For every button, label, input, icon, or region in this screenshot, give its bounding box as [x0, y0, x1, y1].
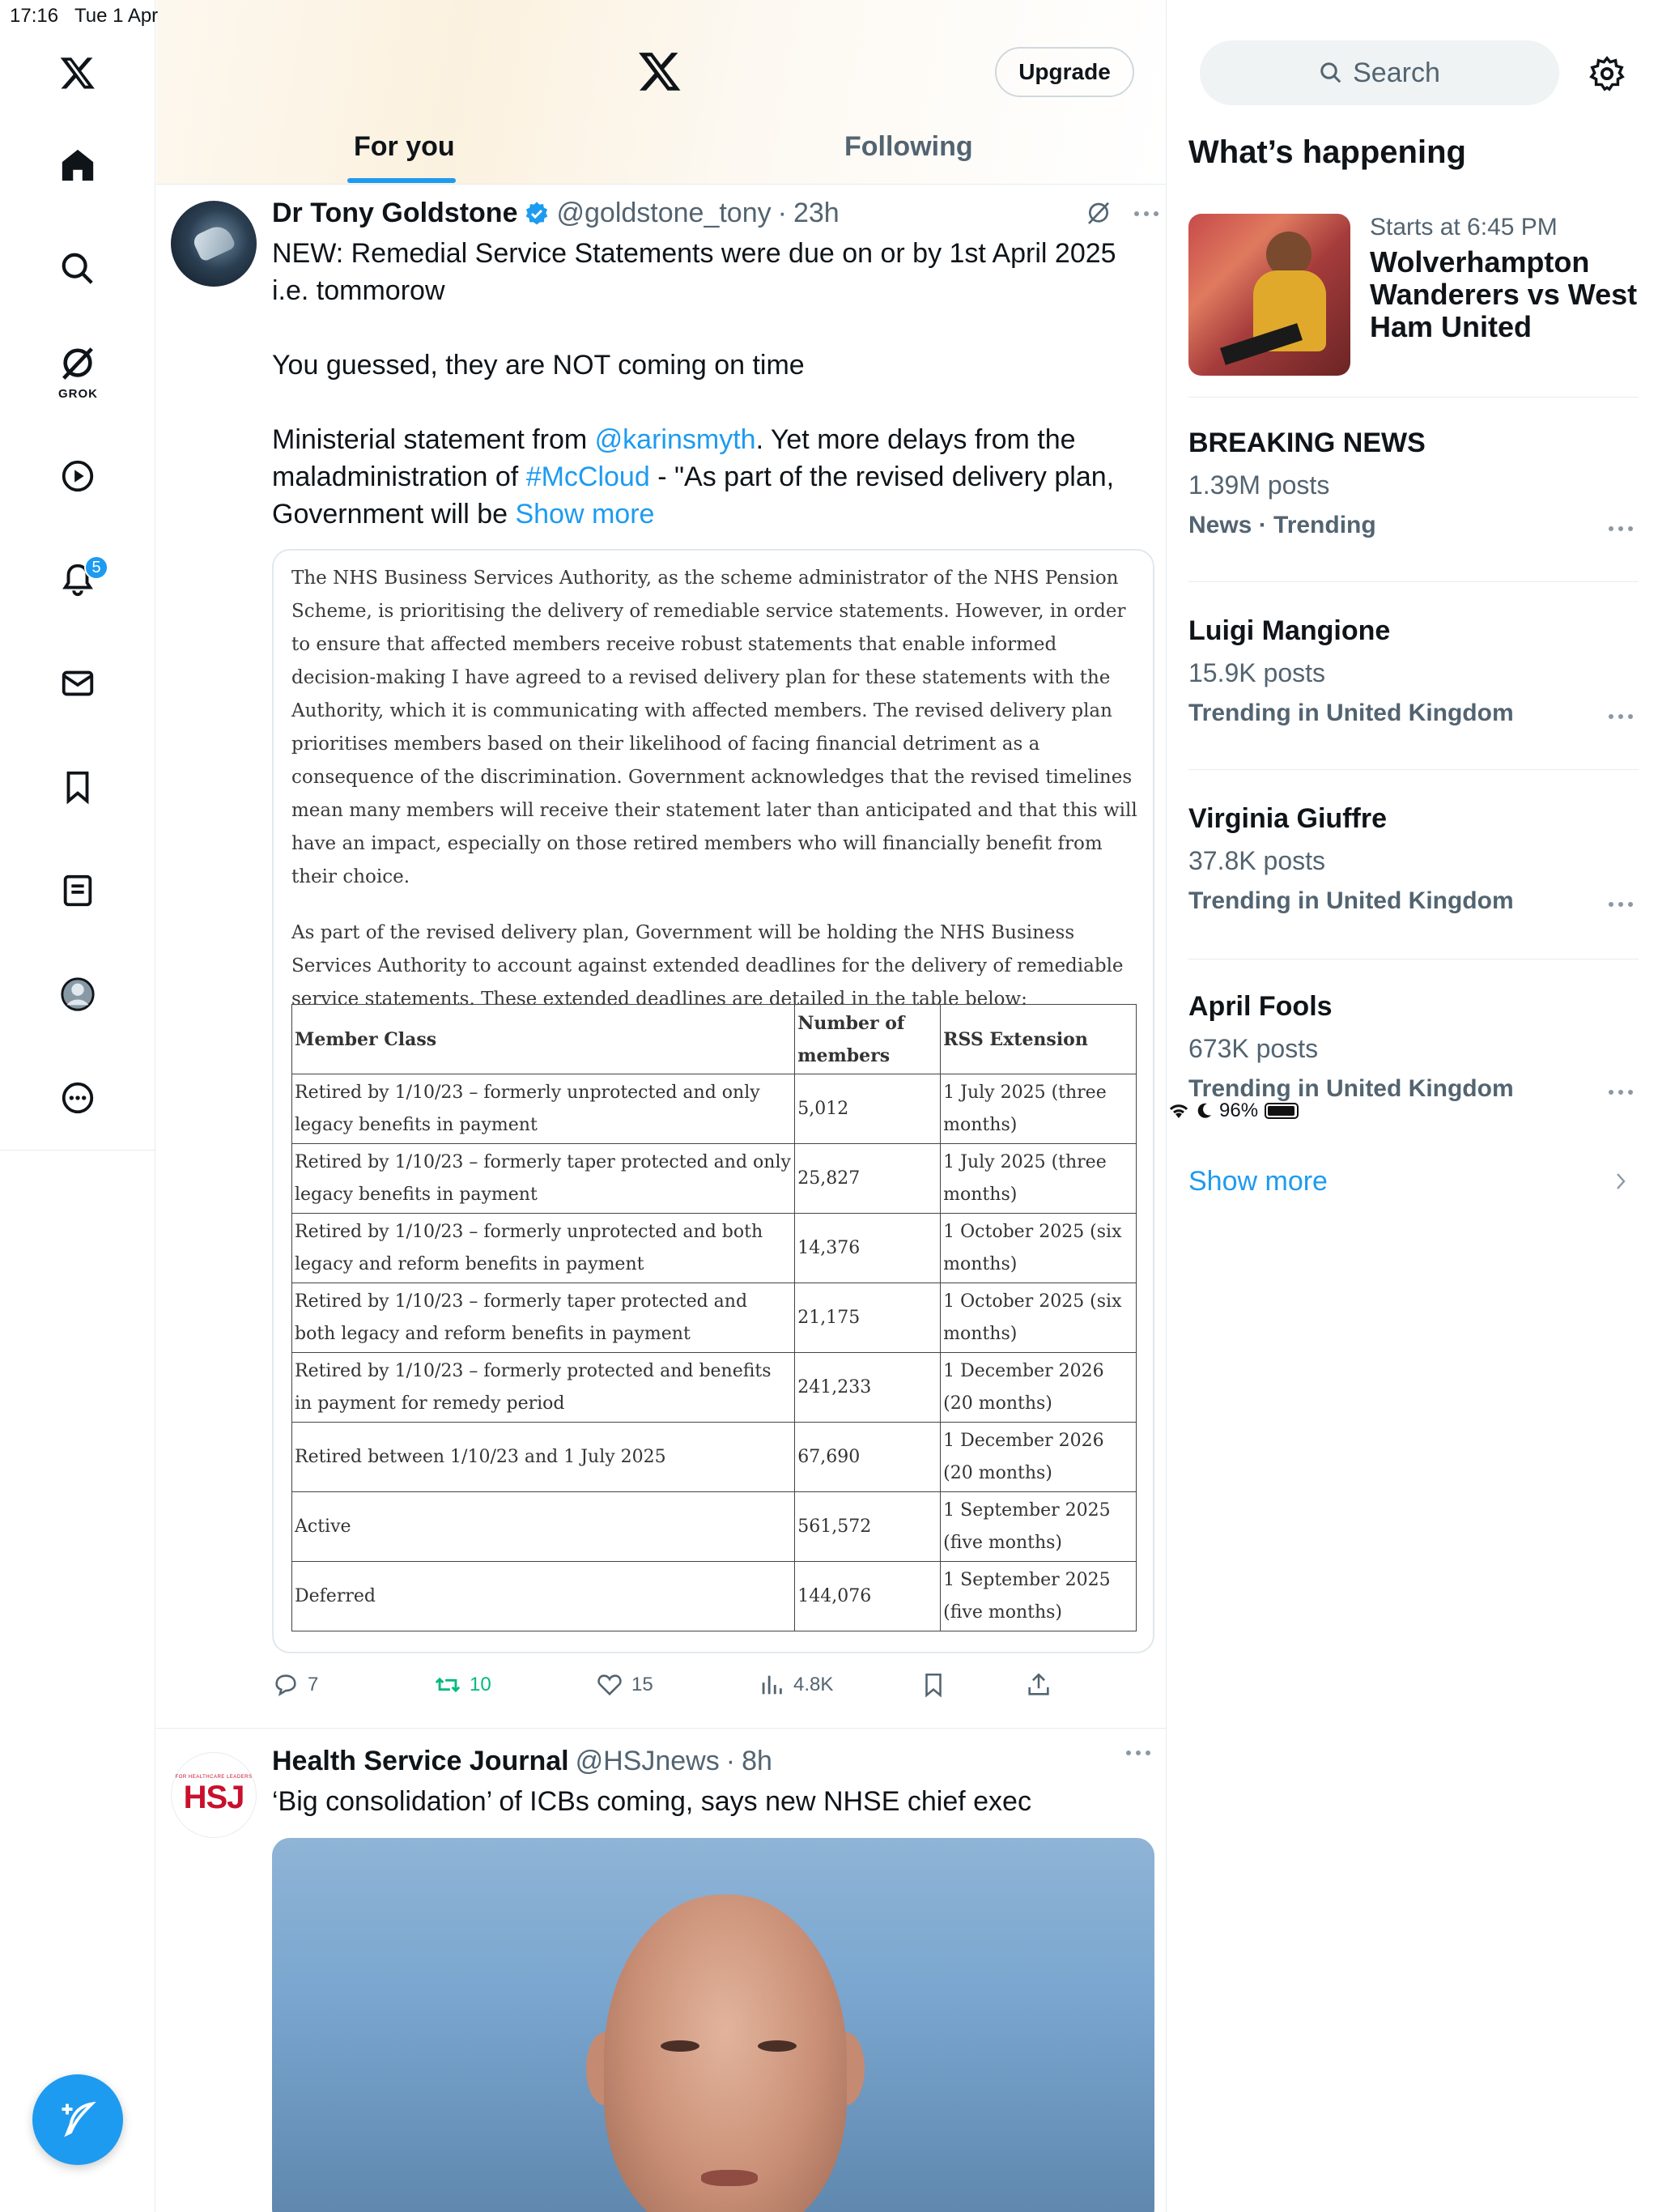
- compose-post-button[interactable]: [32, 2074, 123, 2165]
- like-button[interactable]: [596, 1671, 653, 1699]
- tweet-time[interactable]: 8h: [742, 1746, 772, 1776]
- dot-separator: ·: [725, 1746, 736, 1776]
- status-right: [1167, 5, 1658, 2212]
- home-icon[interactable]: [57, 144, 99, 186]
- author-name[interactable]: Health Service Journal: [272, 1746, 569, 1776]
- grok-icon[interactable]: [1086, 201, 1112, 227]
- lists-icon[interactable]: [57, 870, 99, 912]
- table-row: [292, 1074, 1137, 1144]
- battery-icon: [1265, 1103, 1299, 1119]
- grok-icon[interactable]: [57, 343, 99, 385]
- tweet-actions: [272, 1671, 1154, 1704]
- table-cell: 1 October 2025 (six months): [941, 1214, 1137, 1283]
- more-options-icon[interactable]: [1133, 210, 1160, 218]
- trend-name: April Fools: [1188, 991, 1333, 1022]
- table-cell: 1 December 2026 (20 months): [941, 1353, 1137, 1423]
- search-placeholder: Search: [1353, 57, 1440, 88]
- trend-name: Luigi Mangione: [1188, 615, 1391, 646]
- tweet-text-line: [272, 421, 1154, 533]
- table-row: [292, 1144, 1137, 1214]
- reply-icon: [272, 1671, 300, 1699]
- tab-following[interactable]: Following: [844, 131, 973, 162]
- search-icon[interactable]: [57, 248, 99, 290]
- table-row: [292, 1353, 1137, 1423]
- main-timeline: [156, 0, 1167, 2212]
- moon-icon: [1197, 1102, 1213, 1120]
- table-cell: Deferred: [292, 1562, 795, 1631]
- table-cell: Retired by 1/10/23 – formerly unprotected and only legacy benefits in payment: [292, 1074, 795, 1144]
- left-nav: [0, 0, 155, 2212]
- upgrade-button[interactable]: Upgrade: [995, 47, 1134, 97]
- more-options-icon[interactable]: [1124, 1749, 1152, 1757]
- text-segment: Ministerial statement from: [272, 424, 595, 455]
- verified-badge-icon: [524, 201, 550, 227]
- x-logo-icon[interactable]: [637, 49, 682, 94]
- like-count: 15: [631, 1674, 653, 1695]
- table-cell: Retired by 1/10/23 – formerly unprotected and both legacy and reform benefits in payment: [292, 1214, 795, 1283]
- hashtag-link[interactable]: #McCloud: [525, 462, 650, 492]
- heart-icon: [596, 1671, 623, 1699]
- table-cell: 25,827: [795, 1144, 941, 1214]
- event-title[interactable]: Wolverhampton Wanderers vs West Ham United: [1370, 245, 1638, 343]
- table-row: [292, 1423, 1137, 1492]
- table-cell: Active: [292, 1492, 795, 1562]
- text-segment: - "As part of the revised delivery plan, Government will be: [272, 462, 1115, 530]
- table-cell: Retired by 1/10/23 – formerly taper protected and both legacy and reform benefits in payment: [292, 1283, 795, 1353]
- active-tab-indicator: [347, 178, 456, 183]
- mention-link[interactable]: @karinsmyth: [594, 424, 756, 455]
- repost-icon: [434, 1671, 461, 1699]
- table-cell: 144,076: [795, 1562, 941, 1631]
- table-cell: 241,233: [795, 1353, 941, 1423]
- tweet-author-line: [272, 1746, 772, 1777]
- tweet-text-line: NEW: Remedial Service Statements were due on or by 1st April 2025 i.e. tommorow: [272, 238, 1116, 306]
- tweet-time[interactable]: 23h: [793, 198, 840, 228]
- grok-label: GROK: [58, 387, 98, 401]
- trend-context: Trending in United Kingdom: [1188, 887, 1514, 914]
- avatar[interactable]: [171, 1752, 257, 1838]
- whats-happening-heading: What’s happening: [1188, 134, 1466, 170]
- trend-posts: 1.39M posts: [1188, 470, 1330, 500]
- hsj-logo: HSJ: [183, 1779, 244, 1815]
- table-cell: 1 September 2025 (five months): [941, 1562, 1137, 1631]
- table-cell: 21,175: [795, 1283, 941, 1353]
- table-cell: 5,012: [795, 1074, 941, 1144]
- compose-feather-icon: [57, 2099, 99, 2141]
- attached-image[interactable]: [272, 549, 1154, 1653]
- show-more-link[interactable]: Show more: [1188, 1166, 1328, 1197]
- photo-shape: [758, 2040, 797, 2052]
- table-cell: Retired by 1/10/23 – formerly taper protected and only legacy benefits in payment: [292, 1144, 795, 1214]
- status-date: Tue 1 Apr: [74, 5, 159, 27]
- table-cell: Retired by 1/10/23 – formerly protected and benefits in payment for remedy period: [292, 1353, 795, 1423]
- tweet-text-line: You guessed, they are NOT coming on time: [272, 350, 805, 381]
- x-logo-icon[interactable]: [57, 52, 99, 94]
- table-header-cell: Number of members: [795, 1005, 941, 1074]
- table-cell: 14,376: [795, 1214, 941, 1283]
- share-icon: [1025, 1671, 1052, 1699]
- reply-button[interactable]: [272, 1671, 318, 1699]
- table-cell: 561,572: [795, 1492, 941, 1562]
- event-start-time: Starts at 6:45 PM: [1370, 214, 1558, 240]
- tweet-text: ‘Big consolidation’ of ICBs coming, says new NHSE chief exec: [272, 1786, 1031, 1817]
- tweet-author-line: [272, 198, 840, 229]
- document-text: [291, 562, 1141, 1039]
- tweet-text: [272, 235, 1154, 570]
- messages-icon[interactable]: [57, 662, 99, 704]
- status-time: 17:16: [10, 5, 59, 27]
- table-header-row: [292, 1005, 1137, 1074]
- deadlines-table: [291, 1004, 1137, 1631]
- tweet-separator: [156, 1728, 1167, 1729]
- trend-context: News · Trending: [1188, 512, 1376, 538]
- trend-context: Trending in United Kingdom: [1188, 1075, 1514, 1102]
- battery-percent: 96%: [1219, 1100, 1259, 1121]
- avatar[interactable]: [171, 201, 257, 287]
- table-cell: 1 October 2025 (six months): [941, 1283, 1137, 1353]
- table-cell: 1 July 2025 (three months): [941, 1074, 1137, 1144]
- photo-face: [604, 1895, 847, 2212]
- author-handle[interactable]: @goldstone_tony: [556, 198, 772, 228]
- nav-separator: [0, 1150, 155, 1151]
- author-name[interactable]: Dr Tony Goldstone: [272, 198, 518, 228]
- table-header-cell: Member Class: [292, 1005, 795, 1074]
- tweet-top-icons: [1086, 201, 1160, 227]
- bookmarks-icon[interactable]: [57, 766, 99, 808]
- bookmark-icon: [920, 1671, 947, 1699]
- views-chart-icon: [758, 1671, 785, 1699]
- attached-photo[interactable]: [272, 1838, 1154, 2212]
- table-row: [292, 1492, 1137, 1562]
- table-row: [292, 1214, 1137, 1283]
- trend-posts: 15.9K posts: [1188, 658, 1325, 687]
- views-button[interactable]: [758, 1671, 833, 1699]
- hsj-tagline: FOR HEALTHCARE LEADERS: [175, 1774, 253, 1780]
- trend-name: BREAKING NEWS: [1188, 428, 1426, 458]
- table-row: [292, 1562, 1137, 1631]
- table-cell: 1 December 2026 (20 months): [941, 1423, 1137, 1492]
- photo-shape: [701, 2170, 758, 2186]
- views-count: 4.8K: [793, 1674, 834, 1695]
- table-cell: 1 September 2025 (five months): [941, 1492, 1137, 1562]
- repost-button[interactable]: [434, 1671, 491, 1699]
- reply-count: 7: [308, 1674, 319, 1695]
- profile-icon[interactable]: [57, 973, 99, 1015]
- table-cell: Retired between 1/10/23 and 1 July 2025: [292, 1423, 795, 1492]
- table-row: [292, 1283, 1137, 1353]
- text-segment: . Yet more delays from the maladministration of: [272, 424, 1076, 492]
- table-cell: 67,690: [795, 1423, 941, 1492]
- document-paragraph: The NHS Business Services Authority, as the scheme administrator of the NHS Pension Scheme, is prioritising the delivery of remediable service statements. However, in order to ensure that affected members receive robust statements that enable informed decision-making I have agreed to a revised delivery plan for these statements with the Authority, which it is communicating with affected members. The revised delivery plan prioritises members based on their likelihood of facing financial detriment as a consequence of the discrimination. Government acknowledges that the revised timelines mean many members will receive their statement later than anticipated and that this will have an impact, especially on those retired members who will financially benefit from their choice.: [291, 568, 1137, 887]
- bookmark-button[interactable]: [920, 1671, 947, 1699]
- table-header-cell: RSS Extension: [941, 1005, 1137, 1074]
- notifications-badge: 5: [84, 555, 108, 580]
- share-button[interactable]: [1025, 1671, 1052, 1699]
- photo-shape: [661, 2040, 699, 2052]
- document-paragraph: As part of the revised delivery plan, Government will be holding the NHS Business Services Authority to account against extended deadlines for the delivery of remediable service statements. These extended deadlines are detailed in the table below:: [291, 922, 1124, 1010]
- dot-separator: ·: [777, 198, 787, 228]
- wifi-icon: [1167, 1102, 1190, 1120]
- trend-name: Virginia Giuffre: [1188, 803, 1387, 834]
- video-icon[interactable]: [57, 455, 99, 497]
- repost-count: 10: [470, 1674, 491, 1695]
- table-cell: 1 July 2025 (three months): [941, 1144, 1137, 1214]
- author-handle[interactable]: @HSJnews: [575, 1746, 720, 1776]
- show-more-link[interactable]: Show more: [515, 499, 655, 530]
- trend-posts: 37.8K posts: [1188, 846, 1325, 875]
- more-icon[interactable]: [57, 1077, 99, 1119]
- tab-for-you[interactable]: For you: [354, 131, 455, 162]
- trend-posts: 673K posts: [1188, 1034, 1319, 1063]
- trend-context: Trending in United Kingdom: [1188, 700, 1514, 726]
